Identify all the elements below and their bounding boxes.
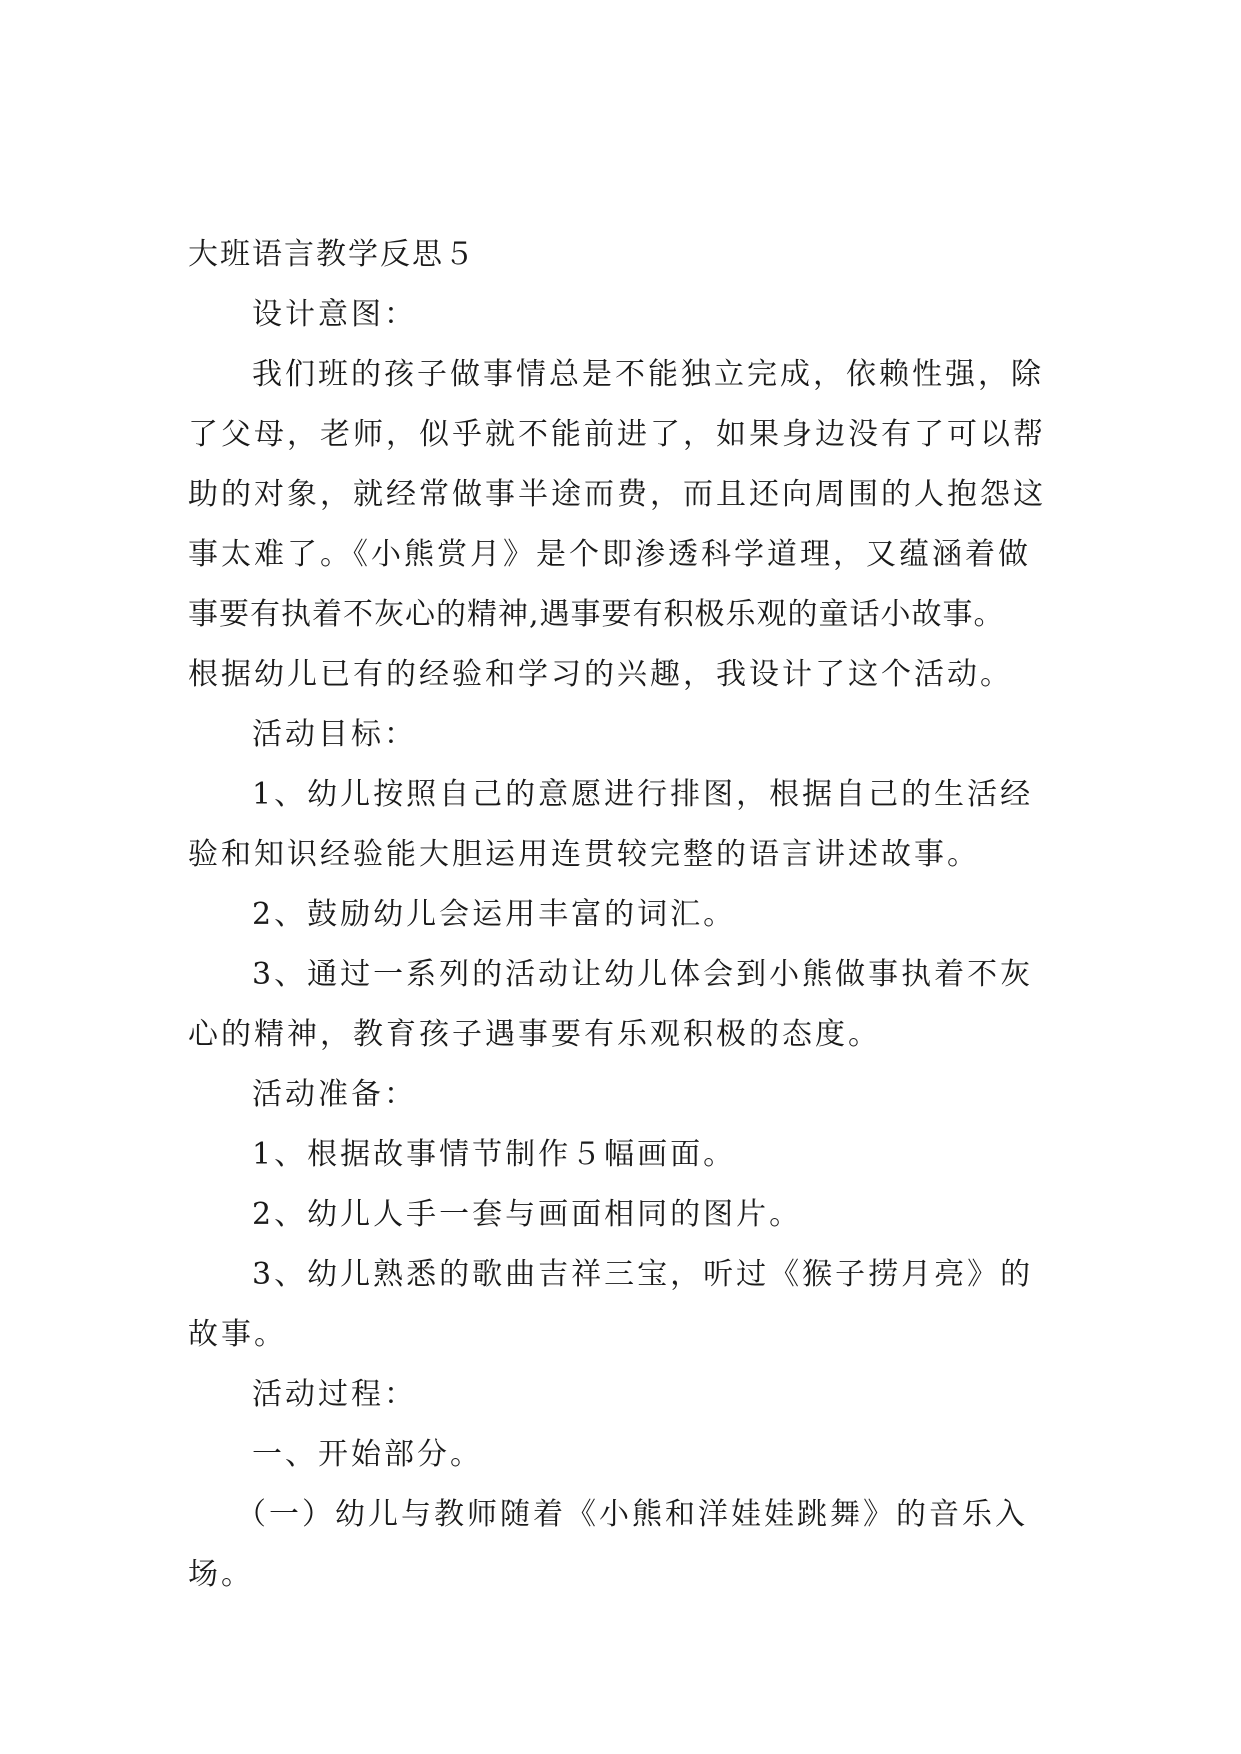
design-intent-line: 根据幼儿已有的经验和学习的兴趣，我设计了这个活动。	[188, 657, 1013, 692]
preparation-heading: 活动准备：	[252, 1077, 417, 1112]
goal-item-2: 2、鼓励幼儿会运用丰富的词汇。	[252, 897, 737, 932]
goal-item-3-cont: 心的精神，教育孩子遇事要有乐观积极的态度。	[188, 1017, 881, 1052]
design-intent-line: 了父母，老师，似乎就不能前进了，如果身边没有了可以帮	[188, 417, 1046, 452]
process-part-1: 一、开始部分。	[252, 1437, 483, 1472]
design-intent-line: 我们班的孩子做事情总是不能独立完成，依赖性强，除	[252, 357, 1044, 392]
document-title: 大班语言教学反思５	[188, 237, 476, 272]
process-step-1: （一）幼儿与教师随着《小熊和洋娃娃跳舞》的音乐入	[236, 1497, 1028, 1532]
design-intent-line: 事太难了。《小熊赏月》是个即渗透科学道理，又蕴涵着做	[188, 537, 1031, 572]
document-page	[188, 225, 1052, 1605]
goal-item-1-cont: 验和知识经验能大胆运用连贯较完整的语言讲述故事。	[188, 837, 980, 872]
goal-item-1: 1、幼儿按照自己的意愿进行排图，根据自己的生活经	[252, 777, 1034, 812]
process-step-1-cont: 场。	[188, 1557, 254, 1592]
goals-heading: 活动目标：	[252, 717, 417, 752]
preparation-item-3-cont: 故事。	[188, 1317, 287, 1352]
preparation-item-3: 3、幼儿熟悉的歌曲吉祥三宝，听过《猴子捞月亮》的	[252, 1257, 1034, 1292]
process-heading: 活动过程：	[252, 1377, 417, 1412]
design-intent-line: 助的对象，就经常做事半途而费，而且还向周围的人抱怨这	[188, 477, 1046, 512]
preparation-item-2: 2、幼儿人手一套与画面相同的图片。	[252, 1197, 803, 1232]
design-intent-heading: 设计意图：	[252, 297, 417, 332]
preparation-item-1: 1、根据故事情节制作５幅画面。	[252, 1137, 737, 1172]
design-intent-line: 事要有执着不灰心的精神,遇事要有积极乐观的童话小故事。	[188, 597, 1005, 632]
goal-item-3: 3、通过一系列的活动让幼儿体会到小熊做事执着不灰	[252, 957, 1034, 992]
